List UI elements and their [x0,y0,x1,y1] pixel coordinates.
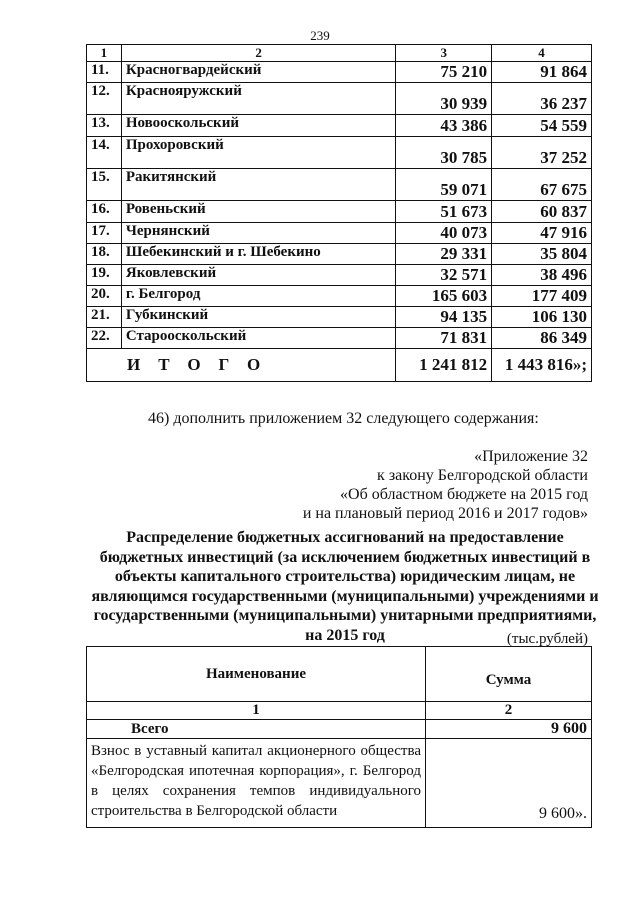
col-header: 3 [396,45,492,62]
row-number: 22. [87,328,122,349]
table-row [87,169,592,201]
appendix-line: «Приложение 32 [474,448,588,465]
appendix-reference [303,447,588,523]
table-row [87,223,592,244]
row-number: 11. [87,62,122,83]
value-col4: 106 130 [492,307,592,328]
value-col3: 32 571 [396,265,492,286]
value-col4: 36 237 [492,83,592,115]
total-label: ИТОГО [87,349,396,382]
investments-table [86,646,592,828]
total-col4: 1 443 816»; [492,349,592,382]
district-name: Прохоровский [121,137,396,169]
district-name: Чернянский [121,223,396,244]
table-row [87,83,592,115]
value-col3: 30 785 [396,137,492,169]
col-header-sum: Сумма [426,647,592,702]
table-header-row [87,647,592,702]
row-number: 21. [87,307,122,328]
district-name: Яковлевский [121,265,396,286]
value-col4: 177 409 [492,286,592,307]
district-name: Краснояружский [121,83,396,115]
district-name: Ракитянский [121,169,396,201]
amendment-text: 46) дополнить приложением 32 следующего содержания: [148,410,539,427]
table-row [87,244,592,265]
value-col3: 165 603 [396,286,492,307]
appendix-line: и на плановый период 2016 и 2017 годов» [302,505,588,522]
value-col4: 60 837 [492,201,592,223]
page-number: 239 [310,28,330,43]
heading-line: являющимся государственными (муниципальными) учреждениями и [91,587,599,605]
row-number: 17. [87,223,122,244]
value-col4: 91 864 [492,62,592,83]
appendix-line: к закону Белгородской области [377,467,588,484]
appendix-line: «Об областном бюджете на 2015 год [340,486,588,503]
row-number: 18. [87,244,122,265]
district-name: Красногвардейский [121,62,396,83]
col-header: 2 [121,45,396,62]
district-name: Новооскольский [121,115,396,137]
col-header: 4 [492,45,592,62]
district-name: Старооскольский [121,328,396,349]
value-col3: 94 135 [396,307,492,328]
col-header: 1 [87,45,122,62]
row-number: 13. [87,115,122,137]
value-col4: 35 804 [492,244,592,265]
row-number: 20. [87,286,122,307]
item-description: Взнос в уставный капитал акционерного общества «Белгородская ипотечная корпорация», г. Белгород в целях сохранения темпов индивидуального строительства в Белгородской области [87,739,426,828]
table-row [87,307,592,328]
row-number: 15. [87,169,122,201]
row-number: 14. [87,137,122,169]
row-number: 12. [87,83,122,115]
heading-line: Распределение бюджетных ассигнований на предоставление [126,529,564,546]
value-col4: 67 675 [492,169,592,201]
column-index-row [87,702,592,720]
value-col3: 71 831 [396,328,492,349]
col-header-name: Наименование [87,647,426,702]
item-value: 9 600». [426,739,592,828]
table-row [87,137,592,169]
table-row [87,739,592,828]
value-col4: 37 252 [492,137,592,169]
heading-line: бюджетных инвестиций (за исключением бюджетных инвестиций в [99,548,591,566]
value-col4: 38 496 [492,265,592,286]
total-row [87,349,592,382]
table-row [87,286,592,307]
total-label: Всего [87,720,426,739]
district-name: г. Белгород [121,286,396,307]
table-header-row [87,45,592,62]
district-name: Губкинский [121,307,396,328]
section-heading [90,528,600,645]
total-row [87,720,592,739]
total-value: 9 600 [426,720,592,739]
table-row [87,201,592,223]
total-col3: 1 241 812 [396,349,492,382]
district-name: Шебекинский и г. Шебекино [121,244,396,265]
table-row [87,328,592,349]
col-index: 2 [426,702,592,720]
table-row [87,115,592,137]
value-col3: 30 939 [396,83,492,115]
heading-line: государственными (муниципальными) унитарными предприятиями, [93,607,597,624]
col-index: 1 [87,702,426,720]
value-col3: 29 331 [396,244,492,265]
row-number: 16. [87,201,122,223]
value-col3: 51 673 [396,201,492,223]
units-label: (тыс.рублей) [506,631,588,647]
value-col3: 59 071 [396,169,492,201]
value-col4: 47 916 [492,223,592,244]
value-col3: 75 210 [396,62,492,83]
heading-line: объекты капитального строительства) юридическим лицам, не [114,568,576,585]
table-row [87,62,592,83]
heading-line: на 2015 год [305,626,385,644]
districts-table [86,44,592,382]
table-row [87,265,592,286]
district-name: Ровеньский [121,201,396,223]
row-number: 19. [87,265,122,286]
value-col4: 86 349 [492,328,592,349]
value-col3: 43 386 [396,115,492,137]
value-col4: 54 559 [492,115,592,137]
value-col3: 40 073 [396,223,492,244]
